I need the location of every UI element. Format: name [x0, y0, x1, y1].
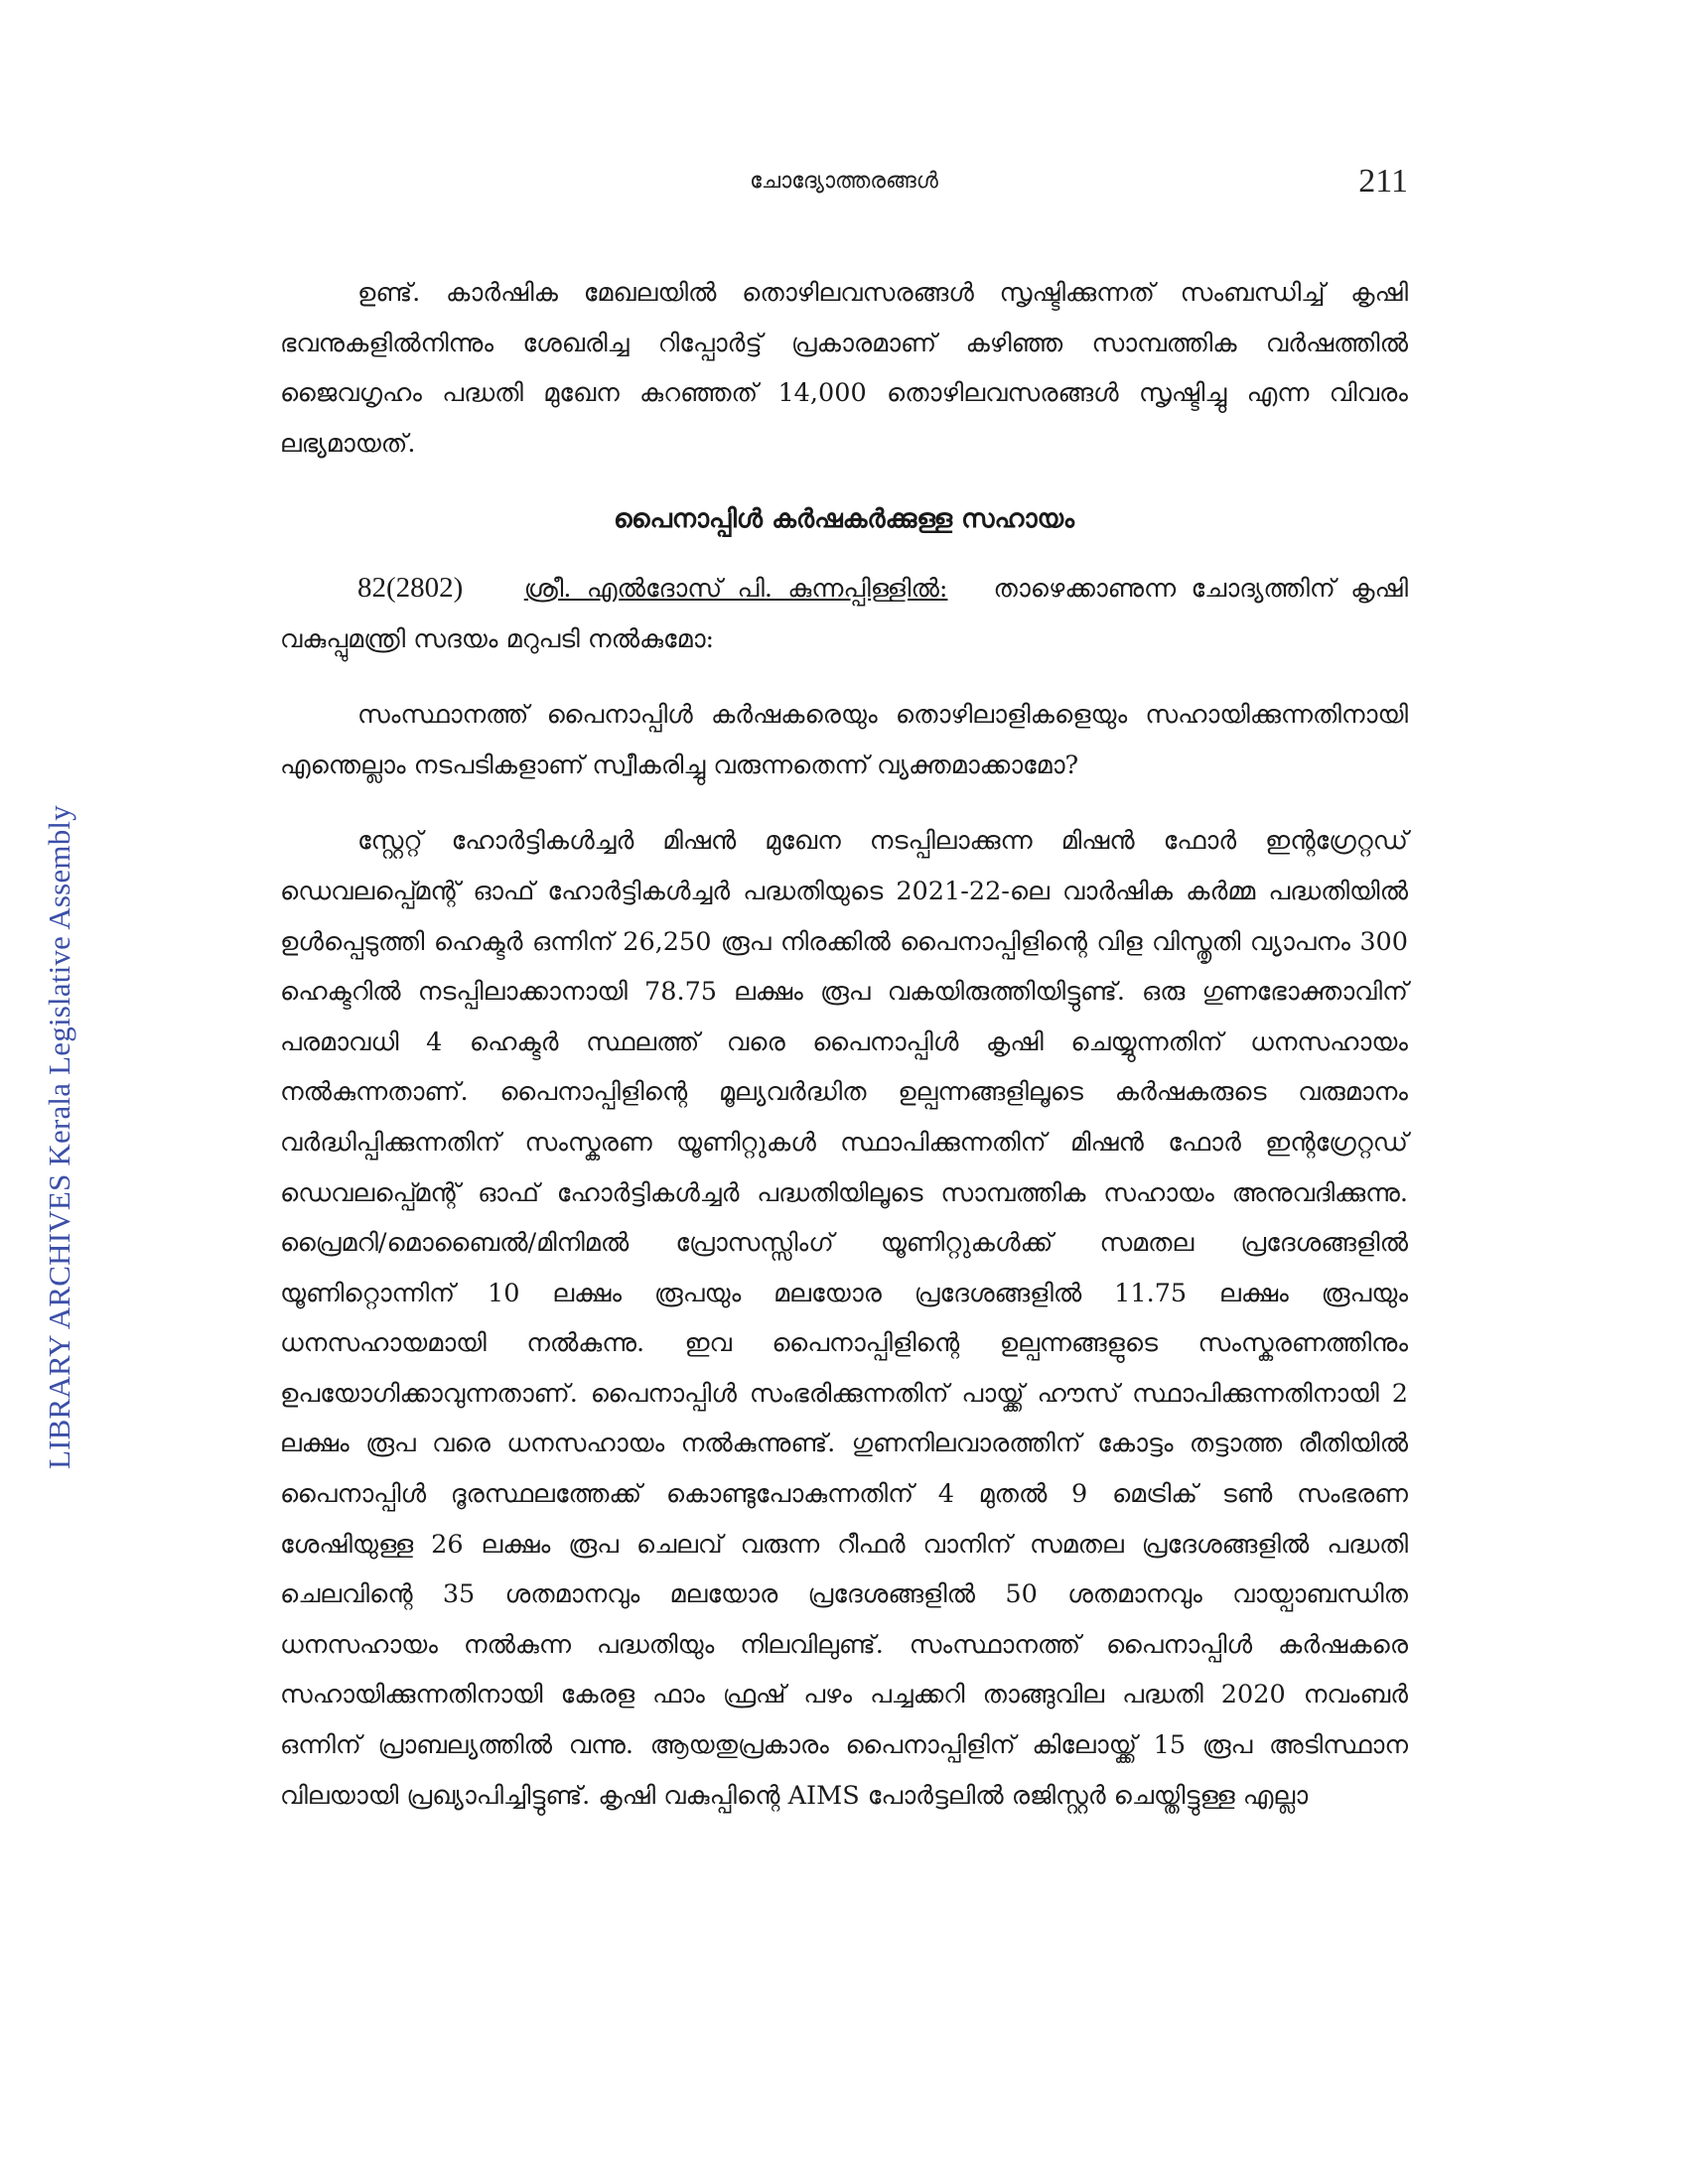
question-text: സംസ്ഥാനത്ത് പൈനാപ്പിൾ കർഷകരെയും തൊഴിലാളികളെയും സഹായിക്കുന്നതിനായി എന്തെല്ലാം നടപടികളാണ് സ്വീകരിച്ചു വരുന്നതെന്ന് വ്യക്തമാക്കാമോ? — [280, 700, 1408, 780]
continuation-paragraph: ഉണ്ട്. കാർഷിക മേഖലയിൽ തൊഴിലവസരങ്ങൾ സൃഷ്ടിക്കുന്നത് സംബന്ധിച്ച് കൃഷി ഭവനുകളിൽനിന്നും ശേഖരിച്ച റിപ്പോർട്ട് പ്രകാരമാണ് കഴിഞ്ഞ സാമ്പത്തിക വർഷത്തിൽ ജൈവഗൃഹം പദ്ധതി മുഖേന കുറഞ്ഞത് 14,000 തൊഴിലവസരങ്ങൾ സൃഷ്ടിച്ചു എന്ന വിവരം ലഭ്യമായത്. — [280, 278, 1408, 459]
body-text — [280, 268, 1408, 1846]
question-intro: താഴെക്കാണുന്ന ചോദ്യത്തിന് കൃഷി വകുപ്പുമന്ത്രി സദയം മറുപടി നൽകുമോ: — [280, 573, 1408, 654]
running-title: ചോദ്യോത്തരങ്ങൾ — [750, 169, 938, 194]
member-name: ശ്രീ. എൽദോസ് പി. കുന്നപ്പിള്ളിൽ: — [523, 573, 948, 604]
question-header — [280, 563, 1408, 664]
archive-watermark: LIBRARY ARCHIVES Kerala Legislative Assembly — [42, 805, 76, 1469]
question-number: 82(2802) — [357, 571, 464, 604]
page-number: 211 — [1358, 163, 1408, 200]
answer-text: സ്റ്റേറ്റ് ഹോർട്ടികൾച്ചർ മിഷൻ മുഖേന നടപ്പിലാക്കുന്ന മിഷൻ ഫോർ ഇന്റഗ്രേറ്റഡ് ഡെവലപ്പ്മെന്റ് ഓഫ് ഹോർട്ടികൾച്ചർ പദ്ധതിയുടെ 2021-22-ലെ വാർഷിക കർമ്മ പദ്ധതിയിൽ ഉൾപ്പെടുത്തി ഹെക്ടർ ഒന്നിന് 26,250 രൂപ നിരക്കിൽ പൈനാപ്പിളിന്റെ വിള വിസ്തൃതി വ്യാപനം 300 ഹെക്ടറിൽ നടപ്പിലാക്കാനായി 78.75 ലക്ഷം രൂപ വകയിരുത്തിയിട്ടുണ്ട്. ഒരു ഗുണഭോക്താവിന് പരമാവധി 4 ഹെക്ടർ സ്ഥലത്ത് വരെ പൈനാപ്പിൾ കൃഷി ചെയ്യുന്നതിന് ധനസഹായം നൽകുന്നതാണ്. പൈനാപ്പിളിന്റെ മൂല്യവർദ്ധിത ഉല്പന്നങ്ങളിലൂടെ കർഷകരുടെ വരുമാനം വർദ്ധിപ്പിക്കുന്നതിന് സംസ്കരണ യൂണിറ്റുകൾ സ്ഥാപിക്കുന്നതിന് മിഷൻ ഫോർ ഇന്റഗ്രേറ്റഡ് ഡെവലപ്പ്മെന്റ് ഓഫ് ഹോർട്ടികൾച്ചർ പദ്ധതിയിലൂടെ സാമ്പത്തിക സഹായം അനുവദിക്കുന്നു. പ്രൈമറി/മൊബൈൽ/മിനിമൽ പ്രോസസ്സിംഗ് യൂണിറ്റുകൾക്ക് സമതല പ്രദേശങ്ങളിൽ യൂണിറ്റൊന്നിന് 10 ലക്ഷം രൂപയും മലയോര പ്രദേശങ്ങളിൽ 11.75 ലക്ഷം രൂപയും ധനസഹായമായി നൽകുന്നു. ഇവ പൈനാപ്പിളിന്റെ ഉല്പന്നങ്ങളുടെ സംസ്കരണത്തിനും ഉപയോഗിക്കാവുന്നതാണ്. പൈനാപ്പിൾ സംഭരിക്കുന്നതിന് പായ്ക്ക് ഹൗസ് സ്ഥാപിക്കുന്നതിനായി 2 ലക്ഷം രൂപ വരെ ധനസഹായം നൽകുന്നുണ്ട്. ഗുണനിലവാരത്തിന് കോട്ടം തട്ടാത്ത രീതിയിൽ പൈനാപ്പിൾ ദൂരസ്ഥലത്തേക്ക് കൊണ്ടുപോകുന്നതിന് 4 മുതൽ 9 മെട്രിക് ടൺ സംഭരണ ശേഷിയുള്ള 26 ലക്ഷം രൂപ ചെലവ് വരുന്ന റീഫർ വാനിന് സമതല പ്രദേശങ്ങളിൽ പദ്ധതി ചെലവിന്റെ 35 ശതമാനവും മലയോര പ്രദേശങ്ങളിൽ 50 ശതമാനവും വായ്പാബന്ധിത ധനസഹായം നൽകുന്ന പദ്ധതിയും നിലവിലുണ്ട്. സംസ്ഥാനത്ത് പൈനാപ്പിൾ കർഷകരെ സഹായിക്കുന്നതിനായി കേരള ഫാം ഫ്രഷ് പഴം പച്ചക്കറി താങ്ങുവില പദ്ധതി 2020 നവംബർ ഒന്നിന് പ്രാബല്യത്തിൽ വന്നു. ആയതുപ്രകാരം പൈനാപ്പിളിന് കിലോയ്ക്ക് 15 രൂപ അടിസ്ഥാന വിലയായി പ്രഖ്യാപിച്ചിട്ടുണ്ട്. കൃഷി വകുപ്പിന്റെ AIMS പോർട്ടലിൽ രജിസ്റ്റർ ചെയ്തിട്ടുള്ള എല്ലാ — [280, 826, 1408, 1811]
section-heading: പൈനാപ്പിൾ കർഷകർക്കുള്ള സഹായം — [614, 504, 1074, 535]
